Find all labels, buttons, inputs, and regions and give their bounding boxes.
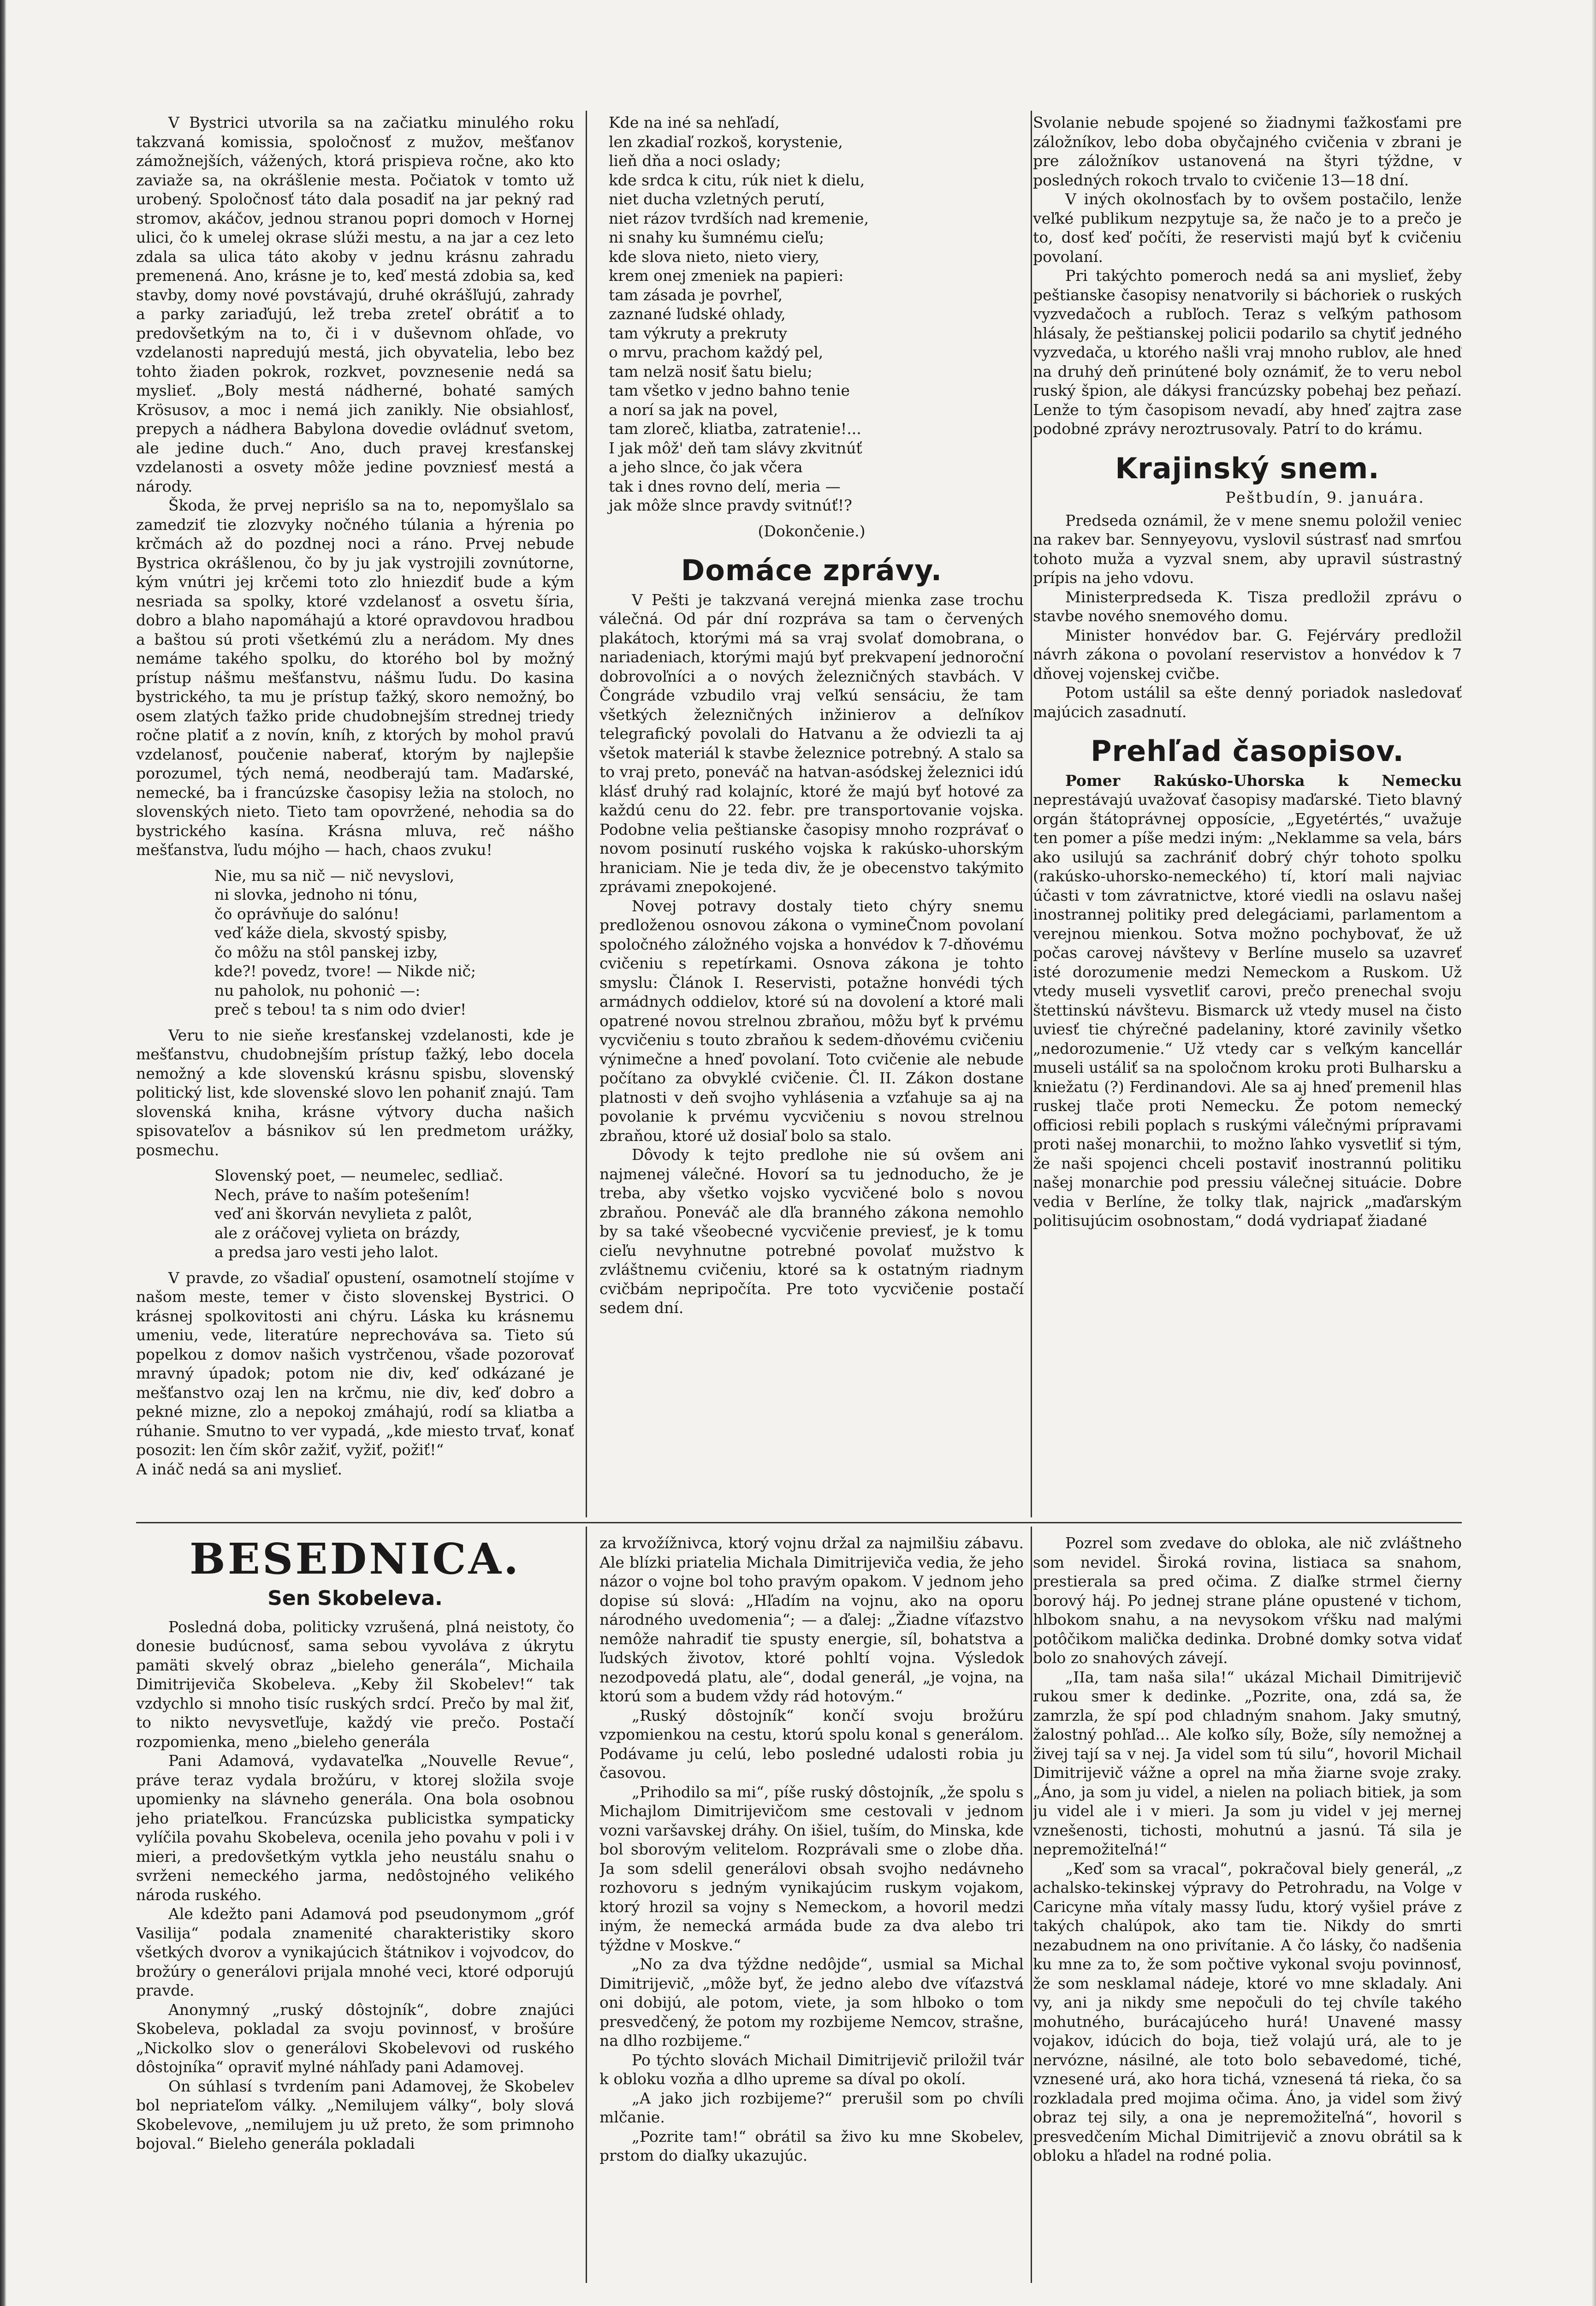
article-closing: A ináč nedá sa ani myslieť. — [136, 1460, 343, 1478]
column-2 — [599, 113, 1024, 1520]
article-paragraph: Minister honvédov bar. G. Fejérváry predložil návrh zákona o povolaní reservistov a honvédov k 7 dňovej vojenskej cvičbe. — [1033, 626, 1462, 683]
poem — [609, 113, 1024, 515]
poem-line: I jak môž' deň tam slávy zkvitnúť — [609, 439, 862, 457]
poem-line: len zkadiaľ rozkoš, korystenie, — [609, 132, 843, 151]
article-paragraph: Veru to nie sieňe kresťanskej vzdelanosti, kde je mešťanstvu, chudobnejším prístup ťažký, lebo docela nemožný a kde slovenskú krásnu spisbu, slovenský politický list, kde slovenské slovo len pohaniť znajú. Tam slovenská kniha, krásne výtvory ducha našich spisovateľov a básnikov sú len predmetom urážky, posmechu. — [136, 1026, 574, 1159]
poem-line: Kde na iné sa nehľadí, — [609, 113, 780, 131]
article-paragraph: Dôvody k tejto predlohe nie sú ovšem ani najmenej válečné. Hovorí sa tu jednoducho, že je treba, aby všetko vojsko vycvičené bolo s novou zbraňou. Poneváč ale dľa branného zákona nemohlo by sa také všeobecné vycvičenie previesť, je k tomu cieľu nevyhnutne potrebné povolať mužstvo k zvláštnemu cvičeniu, ktoré sa k ostatným riadnym cvičbám nepripočíta. Pre toto vycvičenie postačí sedem dní. — [599, 1146, 1024, 1317]
article-paragraph: „Prihodilo sa mi“, píše ruský dôstojník, „že spolu s Michajlom Dimitrijevičom sme cestovali v jednom vozni varšavskej dráhy. On išiel, tuším, do Minska, kde bol sborovým velitelom. Rozprávali sme o zlobe dňa. Ja som sdelil generálovi obsah svojho nedávneho rozhovoru s jedným vynikajúcim ruskym vojakom, ktorý hrozil sa vojny s Nemeckom, a hovoril medzi iným, že nemecká armáda bude za dva alebo tri týždne v Moskve.“ — [599, 1783, 1024, 1954]
poem-line: krem onej zmeniek na papieri: — [609, 267, 844, 285]
poem-line: lieň dňa a noci oslady; — [609, 152, 781, 170]
poem-line: veď ani škorván nevylieta z palôt, — [214, 1205, 473, 1223]
continued-note: (Dokončenie.) — [758, 522, 866, 540]
poem-line: tam zásada je povrheľ, — [609, 285, 783, 304]
poem-line: niet ducha vzletných perutí, — [609, 190, 825, 208]
poem-line: nu paholok, nu pohoniċ —: — [214, 981, 421, 999]
article-paragraph — [1033, 771, 1462, 1230]
article-paragraph: Pozrel som zvedave do obloka, ale nič zvláštneho som nevidel. Široká rovina, listiaca sa snahom, prestierala sa pred očima. Z diaľke strmel čierny borový háj. Po jednej strane pláne opustené v tichom, hlbokom snahu, a na nevysokom vŕšku nad malými potôčikom malička dedinka. Drobné domky sotva vidať bolo zo snahových závejí. — [1033, 1534, 1462, 1667]
section-divider — [136, 1522, 1462, 1523]
poem-line: a jeho slnce, čo jak včera — [609, 458, 803, 476]
poem-line: tam nelzä nosiť šatu bielu; — [609, 362, 813, 380]
article-paragraph: Po týchto slovách Michail Dimitrijevič priložil tvár k obloku vozňa a dlho upreme sa díval po okolí. — [599, 2050, 1024, 2088]
article-paragraph: „No za dva týždne nedôjde“, usmial sa Michal Dimitrijevič, „môže byť, že jedno alebo dve víťazstvá oni dobijú, ale potom, viete, ja som hlboko o tom presvedčený, že potom my rozbijeme Nemcov, strašne, na dlho rozbijeme.“ — [599, 1955, 1024, 2050]
poem-line: kde slova nieto, nieto viery, — [609, 247, 819, 266]
poem-line: niet rázov tvrdších nad kremenie, — [609, 209, 869, 227]
article-paragraph: „Ruský dôstojník“ končí svoju brožúru vzpomienkou na cestu, ktorú spolu konal s generálom. Podávame ju celú, lebo posledné udalosti robia ju časovou. — [599, 1706, 1024, 1782]
article-paragraph: „A jako jich rozbijeme?“ prerušil som po chvíli mlčanie. — [599, 2089, 1024, 2126]
dateline: Peštbudín, 9. januára. — [1225, 488, 1425, 506]
page-left-edge — [0, 0, 6, 2306]
article-paragraph: „Pozrite tam!“ obrátil sa živo ku mne Skobelev, prstom do diaľky ukazujúc. — [599, 2127, 1024, 2164]
section-title-domace: Domáce zprávy. — [681, 553, 943, 587]
poem-line: o mrvu, prachom každý pel, — [609, 343, 824, 361]
poem-line: tam všetko v jedno bahno tenie — [609, 381, 850, 399]
article-paragraph: Potom ustálil sa ešte denný poriadok nasledovať majúcich zasadnutí. — [1033, 683, 1462, 721]
poem-line: a norí sa jak na povel, — [609, 400, 778, 419]
poem-line: Nech, práve to naším potešením! — [214, 1185, 470, 1204]
poem-line: tak i dnes rovno delí, meria — — [609, 477, 841, 495]
column-divider — [586, 111, 587, 1517]
article-paragraph: Škoda, že prvej nepriślo sa na to, nepomyšlalo sa zamedziť tie zlozvyky nočného túlania a hýrenia po krčmách až do pozdnej noci a ráno. Prvej nebude Bystrica okrášlenou, čo by ju jak vystrojili zovnútorne, kým vnútri jej krčemi toto zlo hniezdiť bude a kým nesriada sa spolky, ktoré vzdelanosť a osvetu šíria, dobro a blaho napomáhajú a ktoré opravdovou hradbou a baštou sú proti všetkémú zlu a nerádom. My dnes nemáme takého spolku, do ktorého bol by možný prístup nášmu mešťanstvu, nášmu ľudu. Do kasina bystrického, ta mu je prístup ťažký, skoro nemožný, bo osem zlatých ťažko pride chudobnejším strednej triedy ročne platiť a z novín, kníh, z ktorých by mohol pravú vzdelanosť, poučenie naberať, ktorým by najlepšie porozumel, tých nemá, neodberajú tam. Maďarské, nemecké, ba i francúzske časopisy ležia na stoloch, no slovenských nieto. Tieto tam opovržené, nehodia sa do bystrického kasína. Krásna mluva, reč nášho mešťanstva, ľudu mójho — hach, chaos zvuku! — [136, 496, 574, 859]
poem-line: ni slovka, jednoho ni tónu, — [214, 886, 418, 903]
poem-line: tam výkruty a prekruty — [609, 324, 787, 342]
article-paragraph: Novej potravy dostaly tieto chýry snemu predloženou osnovou zákona o vymineČnom povolaní spoločného záložného vojska a honvédov k 7-dňovému cvičeniu s repetírkami. Osnova zákona je tohto smyslu: Článok I. Reservisti, potažne honvédi tých armádnych oddielov, ktoré sú na dovolení a ktoré mali opatrené novou strelnou zbraňou, môžu byť k prvému vycvičeniu s touto zbraňou k sedem-dňovému cvičeniu výnimečne a hneď povolaní. Toto cvičenie ale nebude počítano za obvyklé cvičenie. Čl. II. Zákon dostane platnosti v deň svojho vyhlásenia a vzťahuje sa aj na povolanie k prvému vycvičeniu s novou strelnou zbraňou, ktoré už dosiaľ bolo sa stalo. — [599, 897, 1024, 1145]
poem-line: jak môže slnce pravdy svitnúť!? — [609, 496, 852, 514]
poem-line: zaznané ľudské ohlady, — [609, 305, 786, 323]
article-paragraph: za krvožížnivca, ktorý vojnu držal za najmilšiu zábavu. Ale blízki priatelia Michala Dimitrijeviča vedia, že jeho názor o vojne bol toho pravým opakom. V jednom jeho dopise sú slová: „Hľadím na vojnu, ako na oporu národného uvedomenia“; — a ďalej: „Žiadne víťazstvo nemôže nahradiť tie spusty energie, síl, bohatstva a ľudských životov, ktoré pohltí vojna. Výsledok nezodpovedá platu, ale“, dodal generál, „je vojna, na ktorú som a budem vždy rád hotovým.“ — [599, 1534, 1024, 1705]
article-paragraph: Pri takýchto pomeroch nedá sa ani myslieť, žeby peštianske časopisy nenatvorily si báchoriek o ruských vyzvedačoch a rubľoch. Teraz s veľkým pathosom hlásaly, že peštianskej policii podarilo sa chytiť jedného vyzvedača, u ktorého našli vraj mnoho rublov, ale hneď na druhý deň prinútené boly oznámiť, že to veru nebol ruský špion, ale dákysi francúzsky pobehaj bez peňazí. Lenže to tým časopisom nevadí, aby hneď zajtra zase podobné zprávy neroztrusovaly. Patrí to do krámu. — [1033, 267, 1462, 438]
article-paragraph: V Pešti je takzvaná verejná mienka zase trochu válečná. Od pár dní rozpráva sa tam o červených plakátoch, ktorými má sa vraj svolať domobrana, o nariadeniach, ktorými majú byť prekvapení jednoroční dobrovoľníci a o nových železničných stavbách. V Čongráde vzbudilo vraj veľkú sensáciu, že tam všetkých železničných inžinierov a deľníkov telegrafický povolali do Hatvanu a že odviezli ta aj všetok materiál k stavbe železnice potrebný. A stalo sa to vraj preto, poneváč na hatvan-asódskej železnici idú klásť druhý rad kolajníc, ktoré že majú byť hotové za každú cenu do 22. febr. pre transportovanie vojska. Podobne velia peštianske časopisy mnoho rozprávať o novom posinutí ruského vojska k rakúsko-uhorským hraniciam. Nie je teda div, že je obecenstvo takýmito zprávami znepokojené. — [599, 590, 1024, 896]
poem-line: kde srdca k citu, rúk niet k dielu, — [609, 171, 865, 189]
column-divider — [1031, 1527, 1032, 2283]
poem-line: ale z oráčovej vylieta on brázdy, — [214, 1224, 461, 1242]
poem-line: veď káže diela, skvostý spisby, — [214, 924, 448, 942]
column-3 — [1033, 113, 1462, 1520]
poem-line: čo môžu na stôl panskej izby, — [214, 943, 438, 961]
column-divider — [1031, 111, 1032, 1517]
poem — [214, 866, 574, 1019]
poem-line: a predsa jaro vesti jeho lalot. — [214, 1243, 439, 1261]
article-paragraph: Posledná doba, politicky vzrušená, plná neistoty, čo donesie budúcnosť, sama sebou vyvoláva z úkrytu pamäti skvelý obraz „bieleho generála“, Michaila Dimitrijeviča Skobeleva. „Keby žil Skobelev!“ tak vzdychlo si mnoho tisíc ruských srdcí. Prečo by mal žiť, to nikto nevysvetľuje, každý vie prečo. Postačí rozpomienka, meno „bieleho generála — [136, 1617, 574, 1751]
poem-line: kde?! povedz, tvore! — Nikde nič; — [214, 962, 476, 980]
article-paragraph: Svolanie nebude spojené so žiadnymi ťažkosťami pre záložníkov, lebo doba obyčajného cvičenia v zbrani je pre záložníkov ustanovená na štyri týždne, v posledných rokoch trvalo to cvičenie 13—18 dní. — [1033, 113, 1462, 189]
poem-line: čo oprávňuje do salónu! — [214, 904, 399, 923]
article-text: neprestávajú uvažovať časopisy maďarské. Tieto blavný orgán štátoprávnej opposície, „Egyetértés,“ uvažuje ten pomer a píše medzi iným: „Neklamme sa vela, bárs ako usilujú sa zachrániť dobrý chýr tohoto spolku (rakúsko-uhorsko-nemeckého) tí, ktorí mali najviac účasti v tom závratnictve, ktoré viedli na oslavu našej inostrannej politiky pred delegáciami, parlamentom a verejnou mienkou. Sotva možno pochybovať, že už počas carovej návštevy v Berlíne muselo sa uzavreť isté dorozumenie medzi Nemeckom a Ruskom. Už vtedy museli vysvetliť carovi, prečo prenechal svoju štettinskú návštevu. Bismarck už vtedy musel na čisto uviesť tie chýrečné padelaniny, ktoré zavinily všetko „nedorozumenie.“ Už vtedy car s veľkým kancellár museli ustáliť sa na spoločnom kroku proti Bulharsku a kniežatu (?) Ferdinandovi. Ale sa aj hneď premenil hlas ruskej tlače proti Nemecku. Že potom nemecký officiosi rebili poplach s ruskými válečnými prípravami proti našej monarchii, to možno ľahko vysvetliť si tým, že naši spojenci chceli postaviť inostrannú politiku našej monarchie pod pressiu válečnej situácie. Dobre vedia v Berlíne, že tolky tlak, najrick „maďarským politisujúcim osobnostam,“ dodá vydriapať žiadané — [1033, 790, 1462, 1230]
article-paragraph: Pani Adamová, vydavateľka „Nouvelle Revue“, práve teraz vydala brožúru, v ktorej složila svoje upomienky na slávneho generála. Ona bola osobnou jeho priateľkou. Francúzska publicistka sympaticky vylíčila povahu Skobeleva, ocenila jeho povahu v poli i v mieri, a predovšetkým vytkla jeho neustálu snahu o svrženi nemeckého jarma, nedôstojného velikého národa ruského. — [136, 1752, 574, 1904]
besednica-column-3 — [1033, 1533, 1462, 2294]
article-paragraph: V iných okolnosťach by to ovšem postačilo, lenže veľké publikum nezpytuje sa, že načo je to a prečo je to, dosť keď počíti, že reservisti majú byť k cvičeniu povolaní. — [1033, 190, 1462, 266]
poem-line: Slovenský poet, — neumelec, sedliač. — [214, 1166, 504, 1184]
besednica-column-2 — [599, 1533, 1024, 2294]
poem — [214, 1166, 574, 1262]
besednica-subtitle: Sen Skobeleva. — [267, 1587, 443, 1610]
article-paragraph: „IIa, tam naša sila!“ ukázal Michail Dimitrijevič rukou smer k dedinke. „Pozrite, ona, zdá sa, že zamrzla, že spí pod chladným snahom. Jaky smutný, žalostný pohľad... Ale koľko síly, Bože, síly nemožnej a živej tají sa v nej. Ja videl som tú silu“, hovoril Michail Dimitrijevič vážne a oprel na mňa žiarne svoje zraky. „Áno, ja som ju videl, a nielen na poliach bitiek, ja som ju videl ale i v mieri. Ja som ju videl v jej mernej vznešenosti, tichosti, mohutnú a jasnú. Tá sila je nepremožiteľná!“ — [1033, 1668, 1462, 1858]
poem-line: ni snahy ku šumnému cieľu; — [609, 228, 825, 246]
article-paragraph: Ale kdežto pani Adamová pod pseudonymom „gróf Vasilija“ podala znamenité charakteristiky skoro všetkých dvorov a vynikajúcich štátnikov i vojvodcov, do brožúry o generálovi prijala mnohé veci, ktoré odporujú pravde. — [136, 1905, 574, 1999]
article-paragraph: „Keď som sa vracal“, pokračoval biely generál, „z achalsko-tekinskej výpravy do Petrohradu, na Volge v Caricyne mňa vítaly massy ľudu, ktorý vyšiel práve z takých chalúpok, ako tam tie. Nikdy do smrti nezabudnem na ono privítanie. A čo lásky, čo nadšenia ku mne za to, že som počtive vykonal svoju povinnosť, že som nesklamal nádeje, ktoré vo mne skladaly. Ani vy, ani ja nikdy sme nepočuli do tej chvíle takého mohutného, burácajúceho hurá! Unavené massy vojakov, idúcich do boja, tiež volajú urá, ale to je nervózne, násilné, ale toto bolo sebavedomé, tiché, vznesené urá, ako hora tichá, vznesená tá rieka, čo sa rozkladala pred mojima očima. Áno, ja videl som živý obraz tej sily, a ona je nepremožiteľná“, hovoril s presvedčením Michal Dimitrijevič a znovu obrátil sa k obloku a hľadel na rodné polia. — [1033, 1859, 1462, 2164]
column-divider — [586, 1527, 587, 2283]
article-paragraph: Ministerpredseda K. Tisza predložil zprávu o stavbe nového snemového domu. — [1033, 588, 1462, 625]
article-paragraph: Anonymný „ruský dôstojník“, dobre znajúci Skobeleva, pokladal za svoju povinnosť, v brošúre „Nickolko slov o generálovi Skobelevovi od ruského dôstojníka“ opraviť mylné náhľady pani Adamovej. — [136, 2000, 574, 2076]
poem-line: Nie, mu sa nič — nič nevyslovi, — [214, 866, 455, 885]
besednica-column-1 — [136, 1533, 574, 2294]
section-title-prehlad: Prehľad časopisov. — [1091, 734, 1404, 768]
article-subhead: Pomer Rakúsko-Uhorska k Nemecku — [1065, 771, 1462, 790]
article-paragraph: Predseda oznámil, že v mene snemu položil veniec na rakev bar. Sennyeyovu, vyslovil sústrasť nad smrťou tohoto muža a vyzval snem, aby upravil sústrastný prípis na jeho vdovu. — [1033, 511, 1462, 587]
article-paragraph: V pravde, zo všadiaľ opustení, osamotnelí stojíme v našom meste, temer v čisto slovenskej Bystrici. O krásnej spolkovitosti ani chýru. Láska ku krásnemu umeniu, vede, literatúre neprechováva sa. Tieto sú popelkou z domov našich vystrčenou, všade pozorovať mravný úpadok; potom nie div, keď odkázané je mešťanstvo ozaj len na krčmu, nie div, keď dobro a pekné mizne, zlo a nepokoj zmáhajú, rodí sa kliatba a rúhanie. Smutno to ver vypadá, „kde miesto trvať, konať posozit: len čím skôr zažiť, vyžiť, požiť!“ — [136, 1268, 574, 1459]
poem-line: preč s tebou! ta s nim odo dvier! — [214, 1000, 467, 1018]
column-1 — [136, 113, 574, 1540]
page-right-edge — [1591, 0, 1596, 2306]
article-paragraph: V Bystrici utvorila sa na začiatku minulého roku takzvaná komissia, spoločnosť z mužov, mešťanov zámožnejších, vážených, ktorá prispieva ročne, ako kto zaviaže sa, na okrášlenie mesta. Počiatok v tomto už urobený. Spoločnosť táto dala posadiť na jar pekný rad stromov, akáčov, jednou stranou popri domoch v Hornej ulici, čo k umelej okrase slúži mestu, a na jar a cez leto zdala sa ulica táto akoby v jednu krásnu zahradu premenená. Ano, krásne je to, keď mestá zdobia sa, keď stavby, domy nové povstávajú, druhé okrášľujú, zahrady a parky zariaďujú, lež treba zreteľ obrátiť a to predovšetkým na to, či i v duševnom ohľade, vo vzdelanosti napredujú mestá, jich obyvatelia, lebo bez tohto žiaden pokrok, rozkvet, povznesenie nedá sa myslieť. „Boly mestá nádherné, bohaté samých Krösusov, a moc i nemá jich zanikly. Nie obsiahlosť, prepych a nádhera Babylona dovedie ovládnuť svetom, ale jedine duch.“ Ano, duch pravej kresťanskej vzdelanosti a osvety môže jedine povzniesť mestá a národy. — [136, 113, 574, 495]
poem-line: tam zloreč, kliatba, zatratenie!... — [609, 420, 861, 438]
article-paragraph: On súhlasí s tvrdením pani Adamovej, že Skobelev bol nepriateľom války. „Nemilujem války“, boly slová Skobelevove, „nemilujem ju už preto, že som primnoho bojoval.“ Bieleho generála pokladali — [136, 2077, 574, 2152]
besednica-title: BESEDNICA. — [190, 1534, 521, 1584]
section-title-snem: Krajinský snem. — [1115, 451, 1380, 485]
